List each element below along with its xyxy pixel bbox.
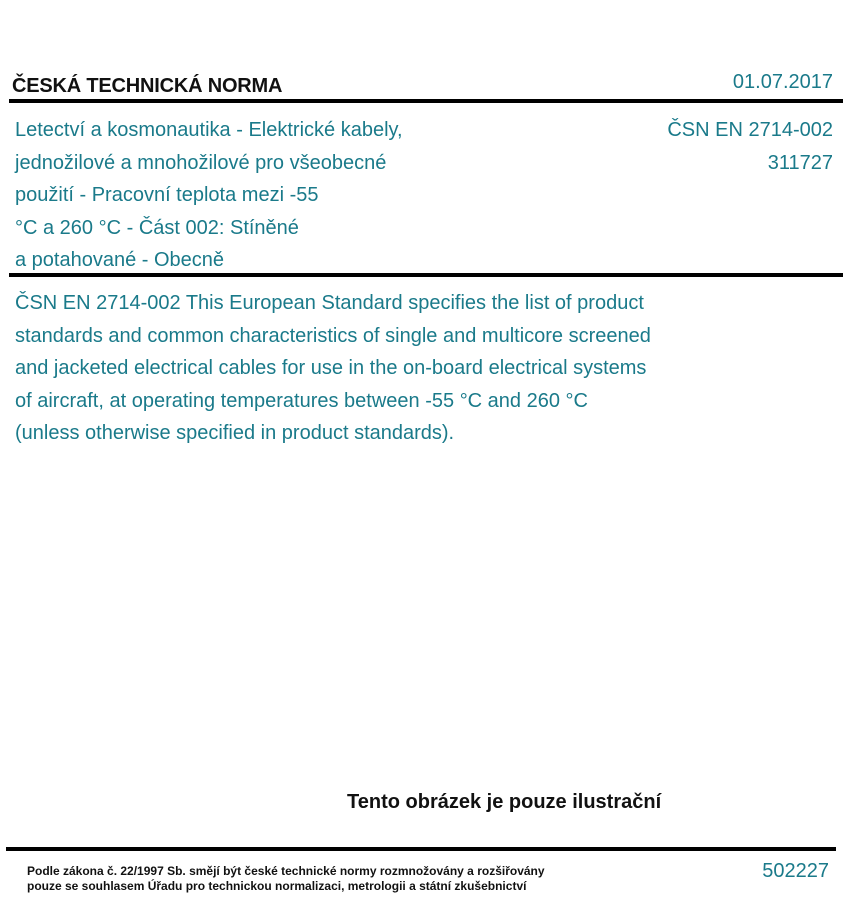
standard-title: [15, 114, 403, 277]
illustration-note: Tento obrázek je pouze ilustrační: [347, 791, 662, 813]
title-line: použití - Pracovní teplota mezi -55: [15, 184, 319, 206]
legal-line: Podle zákona č. 22/1997 Sb. smějí být české technické normy rozmnožovány a rozšiřovány: [27, 864, 545, 878]
standard-description: [15, 287, 715, 450]
description-line: ČSN EN 2714-002 This European Standard specifies the list of product: [15, 292, 644, 314]
classification-code: 311727: [767, 151, 833, 174]
legal-line: pouze se souhlasem Úřadu pro technickou normalizaci, metrologii a státní zkušebnictví: [27, 879, 527, 893]
title-line: Letectví a kosmonautika - Elektrické kabely,: [15, 119, 403, 141]
legal-notice: [27, 864, 545, 894]
description-line: and jacketed electrical cables for use in the on-board electrical systems: [15, 357, 647, 379]
footer-code: 502227: [762, 860, 829, 882]
description-line: standards and common characteristics of single and multicore screened: [15, 324, 651, 347]
publication-date: 01.07.2017: [732, 71, 833, 93]
document-heading: ČESKÁ TECHNICKÁ NORMA: [12, 75, 283, 97]
footer-divider: [6, 847, 836, 851]
header-divider: [9, 99, 843, 103]
title-line: a potahované - Obecně: [15, 249, 225, 271]
title-line: °C a 260 °C - Část 002: Stíněné: [15, 216, 299, 239]
standard-codes: [667, 114, 833, 179]
standard-designation: ČSN EN 2714-002: [667, 119, 833, 141]
title-line: jednožilové a mnohožilové pro všeobecné: [15, 151, 387, 174]
description-line: (unless otherwise specified in product standards).: [15, 422, 455, 444]
description-line: of aircraft, at operating temperatures between -55 °C and 260 °C: [15, 389, 588, 412]
title-divider: [9, 273, 843, 277]
